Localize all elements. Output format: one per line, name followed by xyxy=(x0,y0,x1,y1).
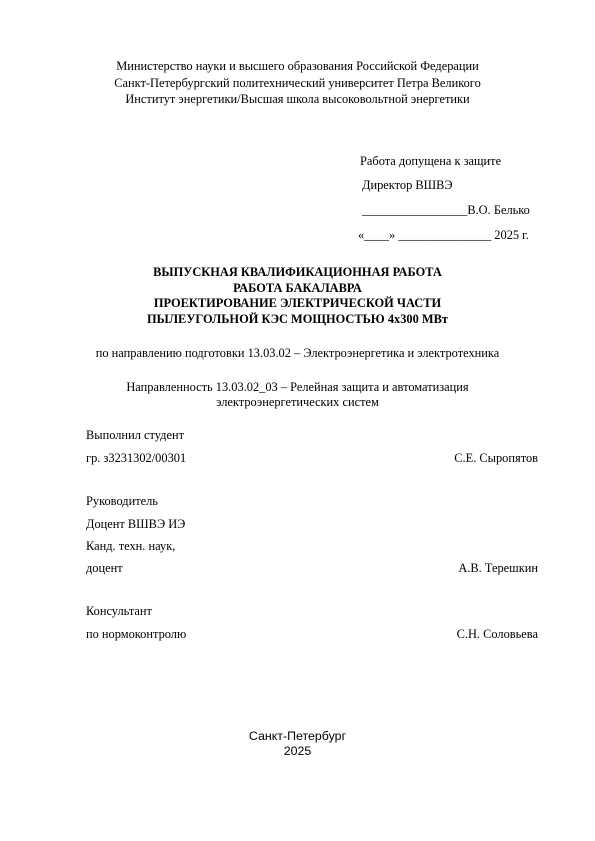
footer-year: 2025 xyxy=(283,744,312,758)
study-focus xyxy=(0,380,595,410)
consultant-area: по нормоконтролю xyxy=(86,627,187,641)
ministry-line: Министерство науки и высшего образования Российской Федерации xyxy=(116,59,479,73)
student-group: гр. з3231302/00301 xyxy=(86,451,187,465)
title-line-1: ВЫПУСКНАЯ КВАЛИФИКАЦИОННАЯ РАБОТА xyxy=(153,265,442,279)
approval-date: «____» _______________ 2025 г. xyxy=(358,228,529,242)
title-line-2: РАБОТА БАКАЛАВРА xyxy=(233,280,362,295)
consultant-role: Консультант xyxy=(86,604,152,618)
footer-city: Санкт-Петербург xyxy=(248,729,347,743)
consultant-name: С.Н. Соловьева xyxy=(456,627,538,641)
supervisor-position: Доцент ВШВЭ ИЭ xyxy=(86,517,186,531)
title-line-3: ПРОЕКТИРОВАНИЕ ЭЛЕКТРИЧЕСКОЙ ЧАСТИ xyxy=(153,296,442,310)
footer xyxy=(0,729,595,759)
approval-signature: _________________В.О. Белько xyxy=(362,203,530,217)
title-line-4: ПЫЛЕУГОЛЬНОЙ КЭС МОЩНОСТЬЮ 4х300 МВт xyxy=(147,311,448,326)
student-name: С.Е. Сыропятов xyxy=(454,451,538,465)
supervisor-title: доцент xyxy=(86,561,123,575)
supervisor-name: А.В. Терешкин xyxy=(458,561,538,575)
student-role: Выполнил студент xyxy=(86,428,184,442)
focus-line-1: Направленность 13.03.02_03 – Релейная защита и автоматизация xyxy=(126,380,469,394)
thesis-title xyxy=(0,265,595,327)
approval-admitted: Работа допущена к защите xyxy=(360,154,502,168)
focus-line-2: электроэнергетических систем xyxy=(216,395,379,409)
organization-header xyxy=(0,58,595,108)
study-direction: по направлению подготовки 13.03.02 – Электроэнергетика и электротехника xyxy=(95,346,500,360)
approval-director: Директор ВШВЭ xyxy=(362,178,453,192)
institute-line: Институт энергетики/Высшая школа высоковольтной энергетики xyxy=(125,92,470,106)
supervisor-role: Руководитель xyxy=(86,494,158,508)
supervisor-degree: Канд. техн. наук, xyxy=(86,539,176,553)
university-line: Санкт-Петербургский политехнический университет Петра Великого xyxy=(114,75,481,90)
